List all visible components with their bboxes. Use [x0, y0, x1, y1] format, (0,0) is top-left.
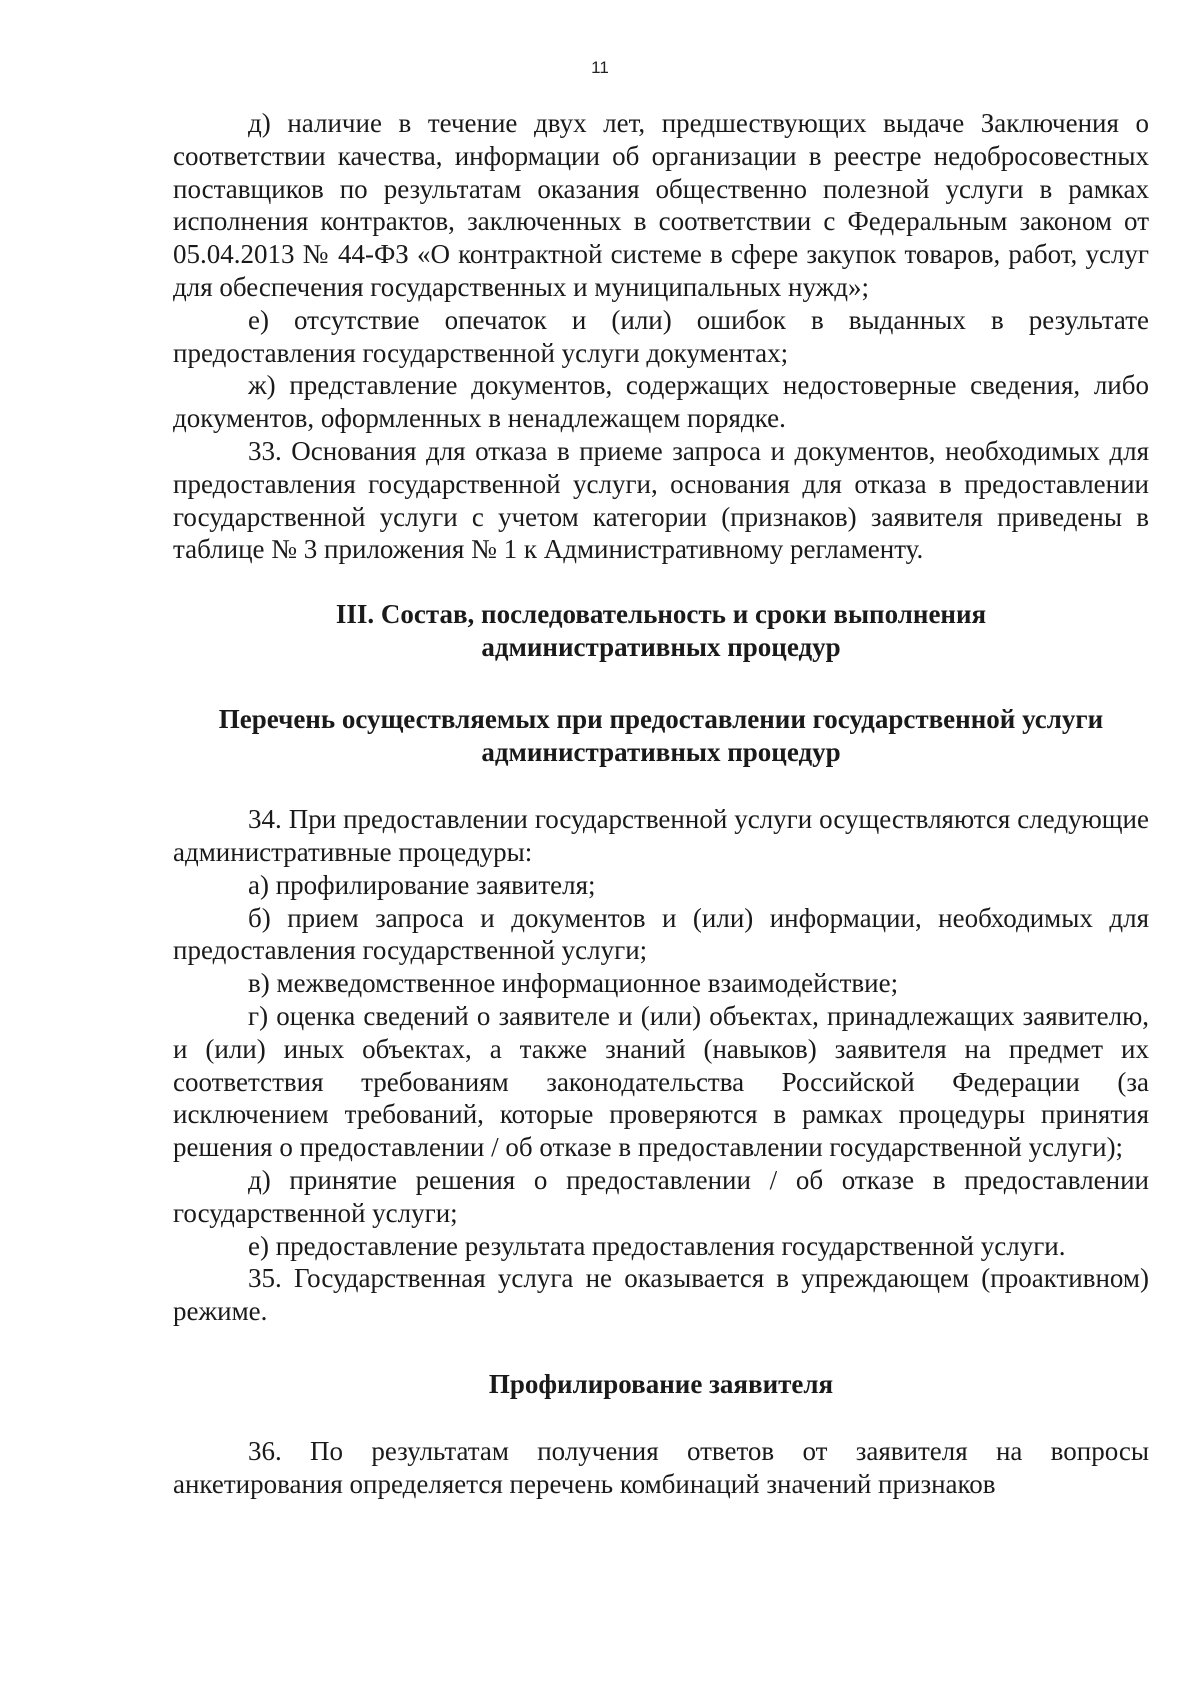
paragraph-item-e-typos: е) отсутствие опечаток и (или) ошибок в выданных в результате предоставления государственной услуги документах; [173, 304, 1149, 368]
paragraph-33-refusal-grounds: 33. Основания для отказа в приеме запроса и документов, необходимых для предоставления государственной услуги, основания для отказа в предоставлении государственной услуги с учетом категории (признаков) заявителя приведены в таблице № 3 приложения № 1 к Административному регламенту. [173, 435, 1149, 565]
section-heading-line-1: III. Состав, последовательность и сроки выполнения [335, 599, 987, 630]
page-number: 11 [591, 58, 609, 77]
procedure-item-d: д) принятие решения о предоставлении / об отказе в предоставлении государственной услуги; [173, 1164, 1149, 1228]
paragraph-item-zh-false-info: ж) представление документов, содержащих недостоверные сведения, либо документов, оформленных в ненадлежащем порядке. [173, 370, 1149, 434]
procedure-item-a: а) профилирование заявителя; [248, 869, 596, 900]
subsection-heading [173, 703, 1149, 769]
section-heading-line-2: административных процедур [481, 632, 841, 663]
document-body [173, 107, 1149, 1501]
paragraph-item-d-registry: д) наличие в течение двух лет, предшествующих выдаче Заключения о соответствии качества, информации об организации в реестре недобросовестных поставщиков по результатам оказания общественно полезной услуги в рамках исполнения контрактов, заключенных в соответствии с Федеральным законом от 05.04.2013 № 44-ФЗ «О контрактной системе в сфере закупок товаров, работ, услуг для обеспечения государственных и муниципальных нужд»; [173, 108, 1149, 302]
subsection-heading-line-2: административных процедур [481, 737, 841, 768]
subsection-heading-line-1: Перечень осуществляемых при предоставлении государственной услуги [218, 704, 1104, 735]
procedure-item-v: в) межведомственное информационное взаимодействие; [248, 968, 899, 999]
procedure-item-e: е) предоставление результата предоставления государственной услуги. [248, 1230, 1066, 1261]
procedure-item-g: г) оценка сведений о заявителе и (или) объектах, принадлежащих заявителю, и (или) иных объектах, а также знаний (навыков) заявителя на предмет их соответствия требованиям законодательства Российской Федерации (за исключением требований, которые проверяются в рамках процедуры принятия решения о предоставлении / об отказе в предоставлении государственной услуги); [173, 1000, 1149, 1163]
paragraph-36-profiling: 36. По результатам получения ответов от заявителя на вопросы анкетирования определяется перечень комбинаций значений признаков [173, 1435, 1149, 1499]
paragraph-35-proactive: 35. Государственная услуга не оказывается в упреждающем (проактивном) режиме. [173, 1263, 1149, 1327]
procedure-item-b: б) прием запроса и документов и (или) информации, необходимых для предоставления государственной услуги; [173, 902, 1149, 966]
profiling-heading: Профилирование заявителя [488, 1368, 834, 1399]
paragraph-34-procedures: 34. При предоставлении государственной услуги осуществляются следующие административные процедуры: [173, 804, 1149, 867]
section-heading [173, 598, 1149, 664]
